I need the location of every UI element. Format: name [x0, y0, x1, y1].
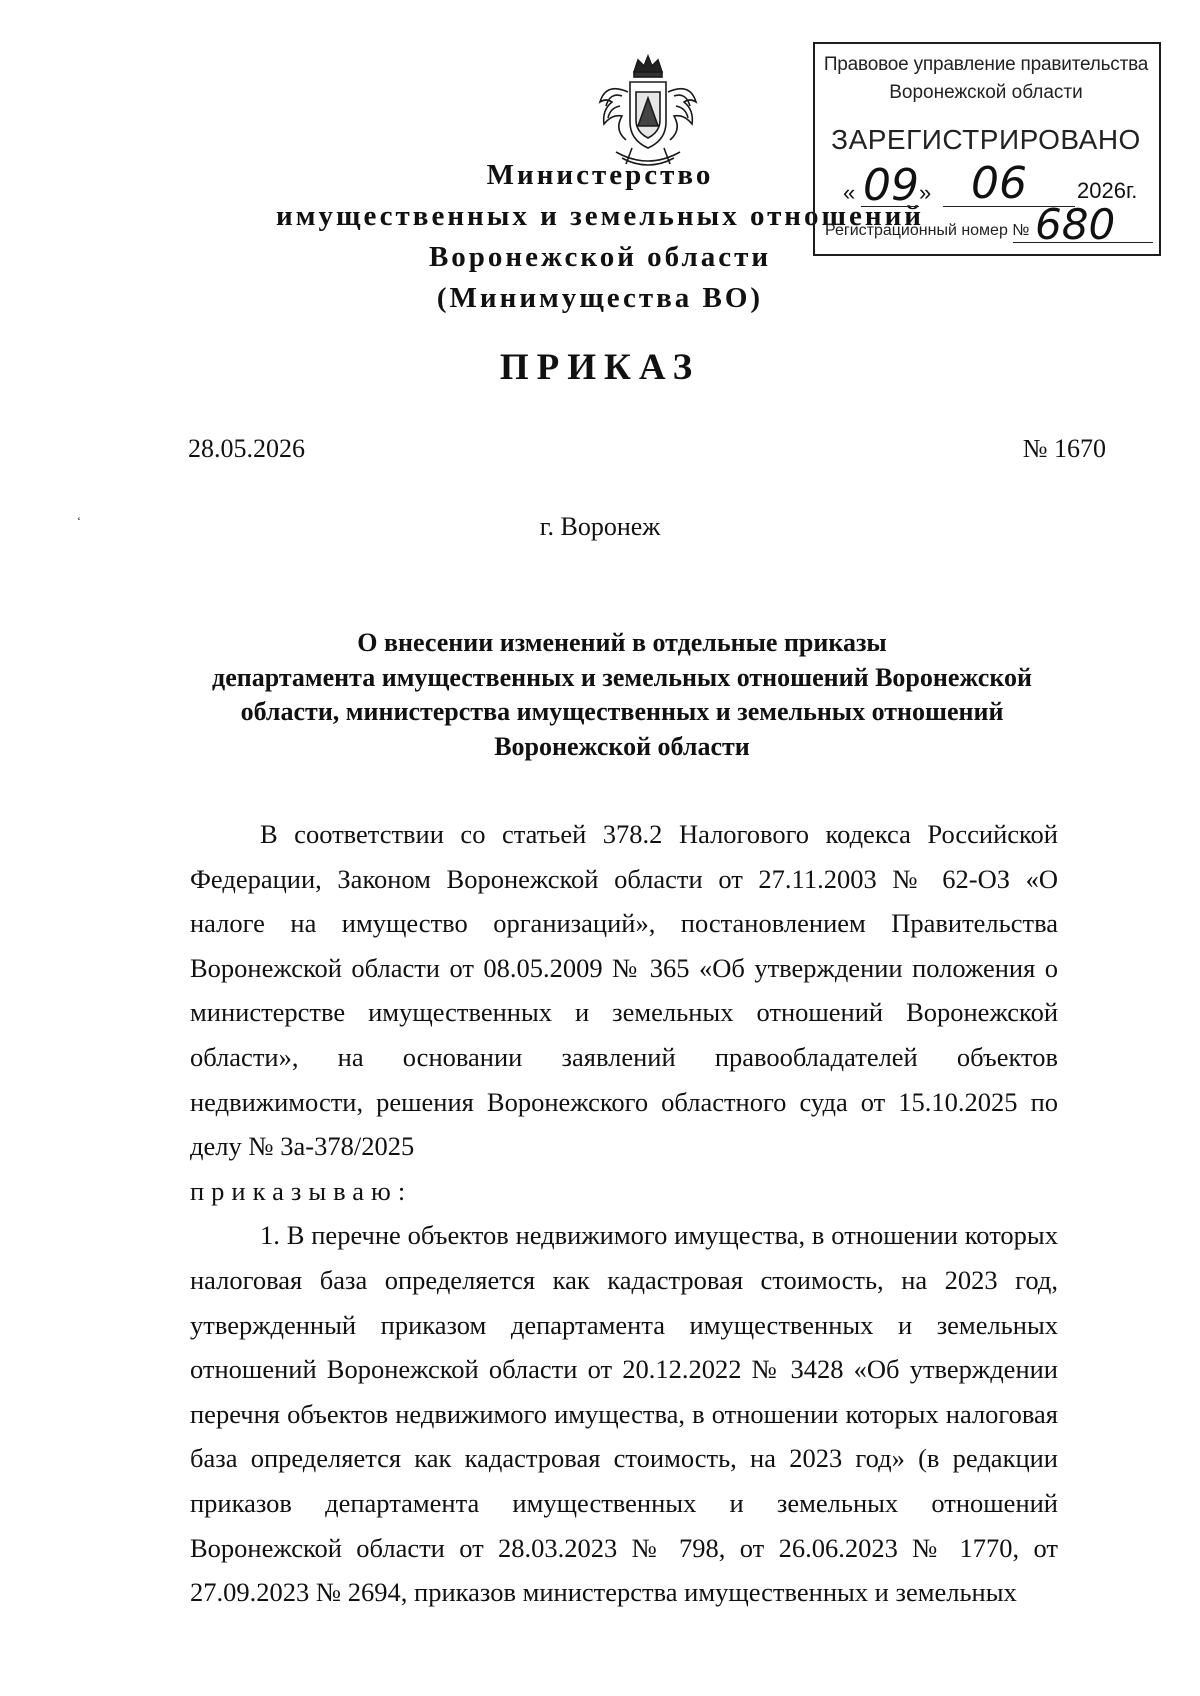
order-body	[190, 812, 1058, 1615]
stamp-status: ЗАРЕГИСТРИРОВАНО	[831, 124, 1141, 155]
order-city: г. Воронеж	[539, 512, 661, 541]
ministry-name-line-3: Воронежской области	[428, 241, 772, 273]
ministry-name-line-1: Министерство	[486, 159, 714, 191]
body-order-word: приказываю:	[190, 1175, 413, 1206]
stamp-day-underline	[861, 206, 919, 207]
ministry-short-name: (Минимущества ВО)	[436, 282, 764, 314]
subject-line-2: департамента имущественных и земельных отношений Воронежской	[212, 662, 1032, 692]
order-date: 28.05.2026	[188, 434, 305, 463]
subject-line-4: Воронежской области	[494, 731, 750, 761]
stamp-regnum-underline	[1013, 242, 1153, 243]
subject-line-1: О внесении изменений в отдельные приказы	[357, 628, 887, 657]
stamp-authority-line-2: Воронежской области	[889, 82, 1083, 103]
stamp-day: 09	[863, 160, 919, 211]
stamp-quote-open: «	[843, 180, 856, 205]
scan-mark: ʻ	[77, 514, 81, 528]
order-title: ПРИКАЗ	[499, 347, 701, 388]
stamp-registration-number: 680	[1035, 200, 1116, 249]
stamp-registration-label: Регистрационный номер №	[825, 222, 1030, 239]
stamp-quote-close: »	[919, 180, 932, 205]
order-number: № 1670	[1022, 434, 1106, 463]
registration-stamp	[813, 42, 1163, 256]
body-item-1: 1. В перечне объектов недвижимого имущества, в отношении которых налоговая база определяется как кадастровая стоимость, на 2023 год, утвержденный приказом департамента имущественных и земельных отношений Воронежской области от 20.12.2022 № 3428 «Об утверждении перечня объектов недвижимого имущества, в отношении которых налоговая база определяется как кадастровая стоимость, на 2023 год» (в редакции приказов департамента имущественных и земельных отношений Воронежской области от 28.03.2023 № 798, от 26.06.2023 № 1770, от 27.09.2023 № 2694, приказов министерства имущественных и земельных	[190, 1220, 1058, 1608]
stamp-month: 06	[971, 158, 1027, 209]
stamp-authority-line-1: Правовое управление правительства	[823, 54, 1149, 75]
order-subject	[190, 626, 1054, 764]
stamp-year: 2026г.	[1077, 178, 1138, 203]
ministry-name-line-2: имущественных и земельных отношений	[276, 200, 924, 232]
body-preamble: В соответствии со статьей 378.2 Налогового кодекса Российской Федерации, Законом Воронежской области от 27.11.2003 № 62-ОЗ «О налоге на имущество организаций», постановлением Правительства Воронежской области от 08.05.2009 № 365 «Об утверждении положения о министерстве имущественных и земельных отношений Воронежской области», на основании заявлений правообладателей объектов недвижимости, решения Воронежского областного суда от 15.10.2025 по делу № 3а-378/2025	[190, 819, 1058, 1162]
subject-line-3: области, министерства имущественных и земельных отношений	[240, 697, 1004, 726]
